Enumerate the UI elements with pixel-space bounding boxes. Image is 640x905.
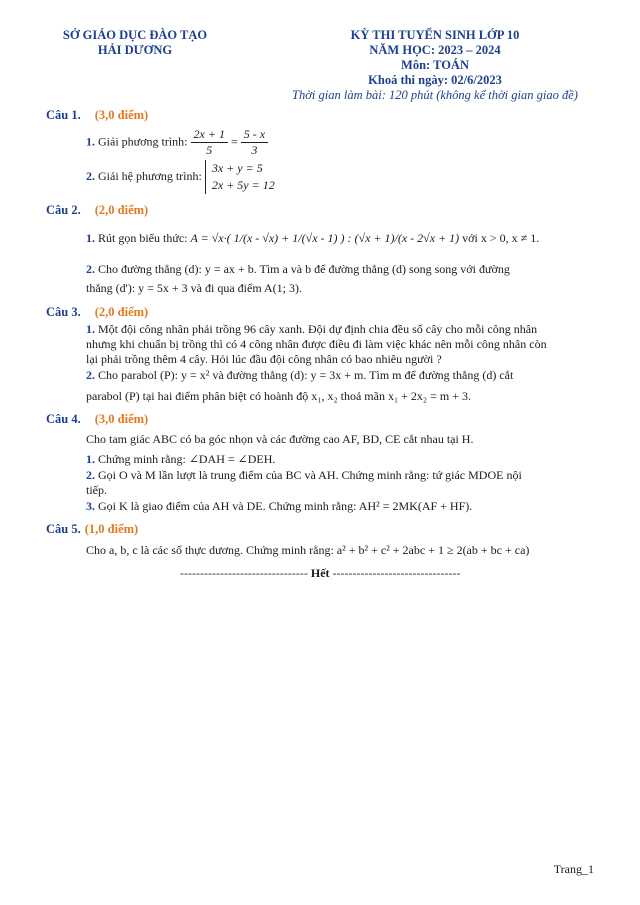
- question-2-label: Câu 2.: [46, 203, 81, 217]
- q4-part-1: [86, 452, 275, 467]
- exam-date: Khoá thi ngày: 02/6/2023: [368, 73, 502, 87]
- question-4-label: Câu 4.: [46, 412, 81, 426]
- q1-frac-right-den: 3: [251, 143, 258, 157]
- question-3-points: (2,0 điểm): [94, 305, 149, 319]
- q1-part-2: [86, 160, 275, 194]
- q1-system-eq-2: 2x + 5y = 12: [211, 178, 275, 192]
- q2-condition: với x > 0, x ≠ 1.: [462, 231, 540, 245]
- end-of-exam-rule: [180, 566, 460, 581]
- q3-part-2-line-1: Cho parabol (P): y = x² và đường thẳng (d): y = 3x + m. Tìm m để đường thẳng (d) cắt: [98, 368, 514, 382]
- exam-header: [270, 28, 600, 103]
- q4-part-2: [86, 468, 522, 483]
- question-4-points: (3,0 điểm): [94, 412, 149, 426]
- q3-part-1: [86, 322, 537, 337]
- question-1-title: [46, 108, 148, 123]
- q3-part-1-number: 1.: [86, 322, 95, 336]
- q3-part-1-cont: [86, 337, 547, 352]
- q3-part-1-cont-2: [86, 352, 442, 367]
- end-dashes-left: --------------------------------: [180, 566, 308, 580]
- q1-part-2-text: Giải hệ phương trình:: [98, 168, 202, 183]
- q4-intro-text: Cho tam giác ABC có ba góc nhọn và các đường cao AF, BD, CE cắt nhau tại H.: [86, 432, 474, 446]
- q3-part-1-line-3: lại phải trồng thêm 4 cây. Hỏi lúc đầu đội công nhân có bao nhiêu người ?: [86, 352, 442, 366]
- time-allowed: Thời gian làm bài: 120 phút (không kể thời gian giao đề): [292, 88, 578, 102]
- q3-part-2-cont: [86, 389, 471, 404]
- q4-part-3: [86, 499, 472, 514]
- q2-part-2-line-1: Cho đường thẳng (d): y = ax + b. Tìm a và b để đường thẳng (d) song song với đường: [98, 262, 510, 276]
- q3-part-2-number: 2.: [86, 368, 95, 382]
- issuer-line-2: HẢI DƯƠNG: [97, 43, 173, 57]
- q2-part-2: [86, 262, 510, 277]
- page-number: Trang_1: [553, 862, 594, 876]
- q5-statement: Cho a, b, c là các số thực dương. Chứng minh rằng: a² + b² + c² + 2abc + 1 ≥ 2(ab + bc + ca): [86, 543, 530, 557]
- q4-part-2-line-2: tiếp.: [86, 483, 107, 497]
- q4-part-2-number: 2.: [86, 468, 95, 482]
- q1-part-1: [86, 127, 268, 158]
- question-1-points: (3,0 điểm): [94, 108, 149, 122]
- q2-part-2-line-2: thẳng (d'): y = 5x + 3 và đi qua điểm A(1; 3).: [86, 281, 302, 295]
- q4-part-2-line-1: Gọi O và M lần lượt là trung điểm của BC và AH. Chứng minh rằng: tứ giác MDOE nội: [98, 468, 522, 482]
- q1-part-1-text: Giải phương trình:: [98, 134, 188, 149]
- question-3-title: [46, 305, 148, 320]
- q4-part-2-cont: [86, 483, 107, 498]
- q4-part-3-number: 3.: [86, 499, 95, 513]
- q3-part-1-line-1: Một đội công nhân phải trồng 96 cây xanh. Đội dự định chia đều số cây cho mỗi công nhân: [98, 322, 538, 336]
- question-1-label: Câu 1.: [46, 108, 81, 122]
- q3-part-1-line-2: nhưng khi chuẩn bị trồng thì có 4 công nhân được điều đi làm việc khác nên mỗi công nhân còn: [86, 337, 547, 351]
- question-2-title: [46, 203, 148, 218]
- q2-expression: A = √x·( 1/(x - √x) + 1/(√x - 1) ) : (√x + 1)/(x - 2√x + 1): [190, 231, 460, 245]
- question-2-points: (2,0 điểm): [94, 203, 149, 217]
- q2-part-1: [86, 231, 539, 246]
- q3-part-2-line-2: parabol (P) tại hai điểm phân biệt có hoành độ x₁, x₂ thoả mãn x₁ + 2x₂ = m + 3.: [86, 389, 471, 403]
- q1-part-2-number: 2.: [86, 168, 95, 183]
- q1-system-eq-1: 3x + y = 5: [211, 161, 263, 175]
- q4-part-1-number: 1.: [86, 452, 95, 466]
- q2-part-1-number: 1.: [86, 231, 95, 245]
- issuer-line-1: SỞ GIÁO DỤC ĐÀO TẠO: [62, 28, 208, 42]
- question-5-points: (1,0 điểm): [84, 522, 139, 536]
- end-dashes-right: --------------------------------: [332, 566, 461, 580]
- q5-text: [86, 543, 529, 558]
- q2-part-1-text: Rút gọn biểu thức:: [98, 231, 188, 245]
- q4-intro: [86, 432, 473, 447]
- question-5-label: Câu 5.: [46, 522, 81, 536]
- q1-fraction-left: [191, 127, 228, 158]
- q1-frac-left-den: 5: [206, 143, 213, 157]
- question-5-title: [46, 522, 138, 537]
- q1-fraction-right: [241, 127, 268, 158]
- issuer-header: [30, 28, 240, 58]
- question-3-label: Câu 3.: [46, 305, 81, 319]
- exam-title: KỲ THI TUYỂN SINH LỚP 10: [350, 28, 520, 42]
- end-label: Hết: [310, 566, 330, 580]
- q1-equation-system: [205, 160, 275, 194]
- q4-part-1-text: Chứng minh rằng: ∠DAH = ∠DEH.: [98, 452, 276, 466]
- q2-part-2-cont: [86, 281, 302, 296]
- q2-part-2-number: 2.: [86, 262, 95, 276]
- q1-part-1-number: 1.: [86, 134, 95, 149]
- school-year: NĂM HỌC: 2023 – 2024: [369, 43, 501, 57]
- q4-part-3-text: Gọi K là giao điểm của AH và DE. Chứng minh rằng: AH² = 2MK(AF + HF).: [98, 499, 473, 513]
- q3-part-2: [86, 368, 513, 383]
- q1-frac-right-num: 5 - x: [241, 127, 268, 143]
- q1-equals: =: [230, 134, 238, 149]
- q1-frac-left-num: 2x + 1: [191, 127, 228, 143]
- question-4-title: [46, 412, 148, 427]
- subject: Môn: TOÁN: [401, 58, 469, 72]
